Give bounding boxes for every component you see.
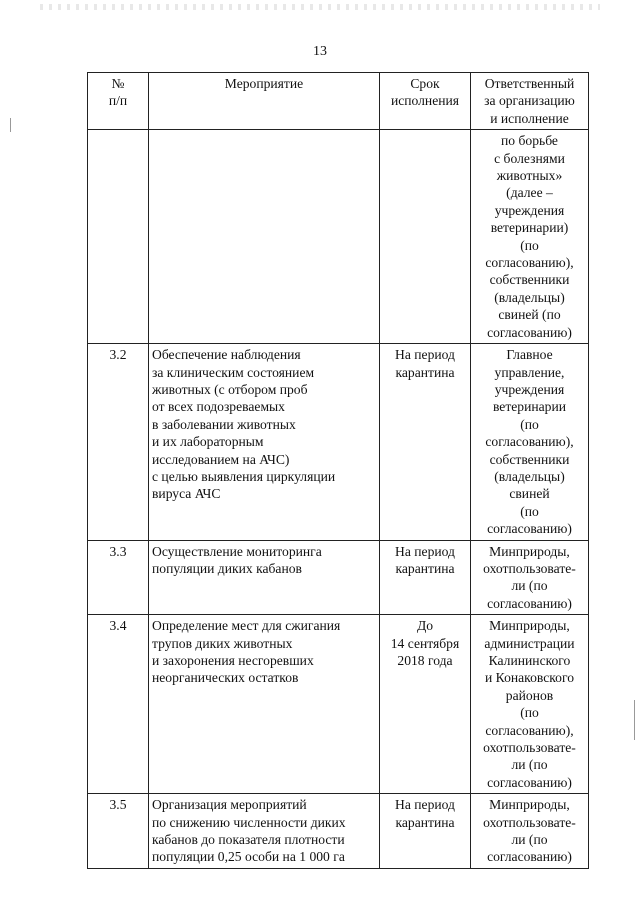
cell-deadline bbox=[380, 130, 471, 344]
cell-deadline-line: На период bbox=[395, 543, 455, 559]
cell-responsible-line: администрации bbox=[484, 635, 575, 651]
cell-responsible-line: с болезнями bbox=[494, 150, 565, 166]
header-num-line: № bbox=[111, 76, 125, 91]
cell-responsible-line: собственники bbox=[489, 451, 570, 467]
cell-measure-line: популяции диких кабанов bbox=[152, 560, 302, 576]
cell-measure-line: за клиническим состоянием bbox=[152, 364, 315, 380]
table-row bbox=[88, 344, 589, 540]
cell-deadline-line: 14 сентября bbox=[390, 635, 460, 651]
cell-responsible-line: ли (по bbox=[511, 757, 548, 773]
cell-deadline-line: На период bbox=[395, 797, 455, 813]
table-row bbox=[88, 540, 589, 615]
cell-responsible-line: охотпользовате- bbox=[483, 740, 576, 756]
cell-responsible-line: (владельцы) bbox=[494, 468, 565, 484]
table-row bbox=[88, 794, 589, 869]
cell-responsible-line: Минприроды, bbox=[489, 543, 570, 559]
cell-deadline-line: 2018 года bbox=[397, 653, 453, 668]
cell-measure bbox=[149, 615, 380, 794]
cell-measure-line: Определение мест для сжигания bbox=[152, 618, 341, 634]
cell-deadline bbox=[380, 794, 471, 869]
cell-measure-line: Осуществление мониторинга bbox=[152, 543, 322, 559]
cell-responsible-line: согласованию), bbox=[485, 434, 574, 450]
cell-responsible-line: (по bbox=[520, 705, 539, 721]
cell-measure-line: исследованием на АЧС) bbox=[152, 451, 290, 467]
cell-responsible-line: (далее – bbox=[506, 185, 553, 201]
cell-responsible-line: охотпользовате- bbox=[483, 560, 576, 576]
cell-responsible-line: ветеринарии) bbox=[490, 220, 569, 236]
cell-responsible-line: ветеринарии bbox=[492, 399, 567, 415]
cell-responsible-line: (по bbox=[520, 416, 539, 432]
table-row bbox=[88, 615, 589, 794]
cell-responsible-line: Калининского bbox=[488, 653, 571, 668]
cell-measure bbox=[149, 344, 380, 540]
cell-num: 3.5 bbox=[88, 794, 149, 869]
cell-deadline-line: карантина bbox=[395, 814, 455, 830]
cell-responsible-line: учреждения bbox=[494, 202, 565, 218]
cell-measure-line: Обеспечение наблюдения bbox=[152, 347, 301, 363]
cell-measure bbox=[149, 130, 380, 344]
cell-responsible bbox=[471, 794, 589, 869]
cell-responsible-line: согласованию) bbox=[487, 774, 572, 790]
cell-responsible-line: (по bbox=[520, 503, 539, 519]
cell-responsible-line: охотпользовате- bbox=[483, 814, 576, 830]
header-measure-line: Мероприятие bbox=[224, 76, 304, 91]
cell-responsible bbox=[471, 344, 589, 540]
table-row bbox=[88, 130, 589, 344]
page-number: 13 bbox=[313, 44, 327, 59]
cell-num: 3.3 bbox=[88, 540, 149, 615]
cell-responsible-line: согласованию), bbox=[485, 722, 574, 738]
header-num-line: п/п bbox=[108, 93, 128, 109]
cell-responsible-line: свиней bbox=[509, 486, 550, 502]
cell-responsible-line: ли (по bbox=[511, 578, 548, 594]
cell-measure-line: в заболевании животных bbox=[152, 416, 296, 432]
scan-mark-left bbox=[10, 118, 11, 132]
header-responsible-line: за организацию bbox=[484, 93, 575, 109]
cell-measure bbox=[149, 540, 380, 615]
cell-responsible-line: животных» bbox=[496, 168, 563, 184]
cell-responsible bbox=[471, 540, 589, 615]
cell-measure-line: вируса АЧС bbox=[152, 486, 221, 502]
header-deadline bbox=[380, 73, 471, 130]
cell-measure-line: от всех подозреваемых bbox=[152, 399, 285, 415]
header-responsible bbox=[471, 73, 589, 130]
cell-responsible-line: согласованию) bbox=[487, 521, 572, 537]
cell-measure-line: кабанов до показателя плотности bbox=[152, 832, 345, 848]
scan-artifact-top bbox=[40, 4, 600, 10]
header-deadline-line: исполнения bbox=[390, 93, 460, 109]
cell-num bbox=[88, 130, 149, 344]
cell-responsible-line: Минприроды, bbox=[489, 797, 570, 813]
cell-responsible-line: и Конаковского bbox=[485, 670, 574, 686]
cell-responsible-line: по борьбе bbox=[501, 133, 558, 149]
cell-deadline-line: карантина bbox=[395, 364, 455, 380]
table-body bbox=[88, 130, 589, 869]
cell-responsible-line: районов bbox=[505, 687, 554, 703]
cell-deadline-line: На период bbox=[395, 347, 455, 363]
cell-num: 3.2 bbox=[88, 344, 149, 540]
header-responsible-line: Ответственный bbox=[484, 76, 575, 91]
cell-deadline bbox=[380, 540, 471, 615]
cell-responsible-line: собственники bbox=[489, 272, 570, 288]
header-deadline-line: Срок bbox=[410, 76, 440, 91]
cell-responsible-line: (по bbox=[520, 237, 539, 253]
cell-responsible-line: согласованию) bbox=[487, 849, 572, 865]
cell-measure-line: неорганических остатков bbox=[152, 670, 299, 686]
cell-responsible-line: Главное bbox=[506, 347, 553, 363]
header-measure bbox=[149, 73, 380, 130]
cell-responsible bbox=[471, 615, 589, 794]
cell-measure-line: и захоронения несгоревших bbox=[152, 653, 314, 668]
cell-responsible-line: согласованию) bbox=[487, 595, 572, 611]
header-num bbox=[88, 73, 149, 130]
cell-responsible-line: учреждения bbox=[494, 381, 565, 397]
cell-responsible-line: согласованию), bbox=[485, 255, 574, 271]
cell-deadline-line: До bbox=[416, 618, 434, 634]
cell-responsible bbox=[471, 130, 589, 344]
cell-measure-line: и их лабораторным bbox=[152, 434, 264, 450]
cell-measure-line: с целью выявления циркуляции bbox=[152, 468, 336, 484]
cell-deadline bbox=[380, 615, 471, 794]
cell-responsible-line: управление, bbox=[494, 364, 565, 380]
table-header-row bbox=[88, 73, 589, 130]
cell-responsible-line: Минприроды, bbox=[489, 618, 570, 634]
cell-measure-line: животных (с отбором проб bbox=[152, 381, 308, 397]
cell-deadline bbox=[380, 344, 471, 540]
cell-measure-line: по снижению численности диких bbox=[152, 814, 346, 830]
cell-num: 3.4 bbox=[88, 615, 149, 794]
cell-responsible-line: ли (по bbox=[511, 832, 548, 848]
cell-measure-line: Организация мероприятий bbox=[152, 797, 307, 813]
cell-responsible-line: свиней (по bbox=[498, 307, 561, 323]
cell-responsible-line: согласованию) bbox=[487, 324, 572, 340]
cell-measure-line: популяции 0,25 особи на 1 000 га bbox=[152, 849, 345, 865]
measures-table bbox=[87, 72, 589, 869]
cell-responsible-line: (владельцы) bbox=[494, 289, 565, 305]
header-responsible-line: и исполнение bbox=[490, 110, 569, 126]
cell-deadline-line: карантина bbox=[395, 560, 455, 576]
cell-measure-line: трупов диких животных bbox=[152, 635, 293, 651]
cell-measure bbox=[149, 794, 380, 869]
scan-mark-right bbox=[634, 700, 635, 740]
